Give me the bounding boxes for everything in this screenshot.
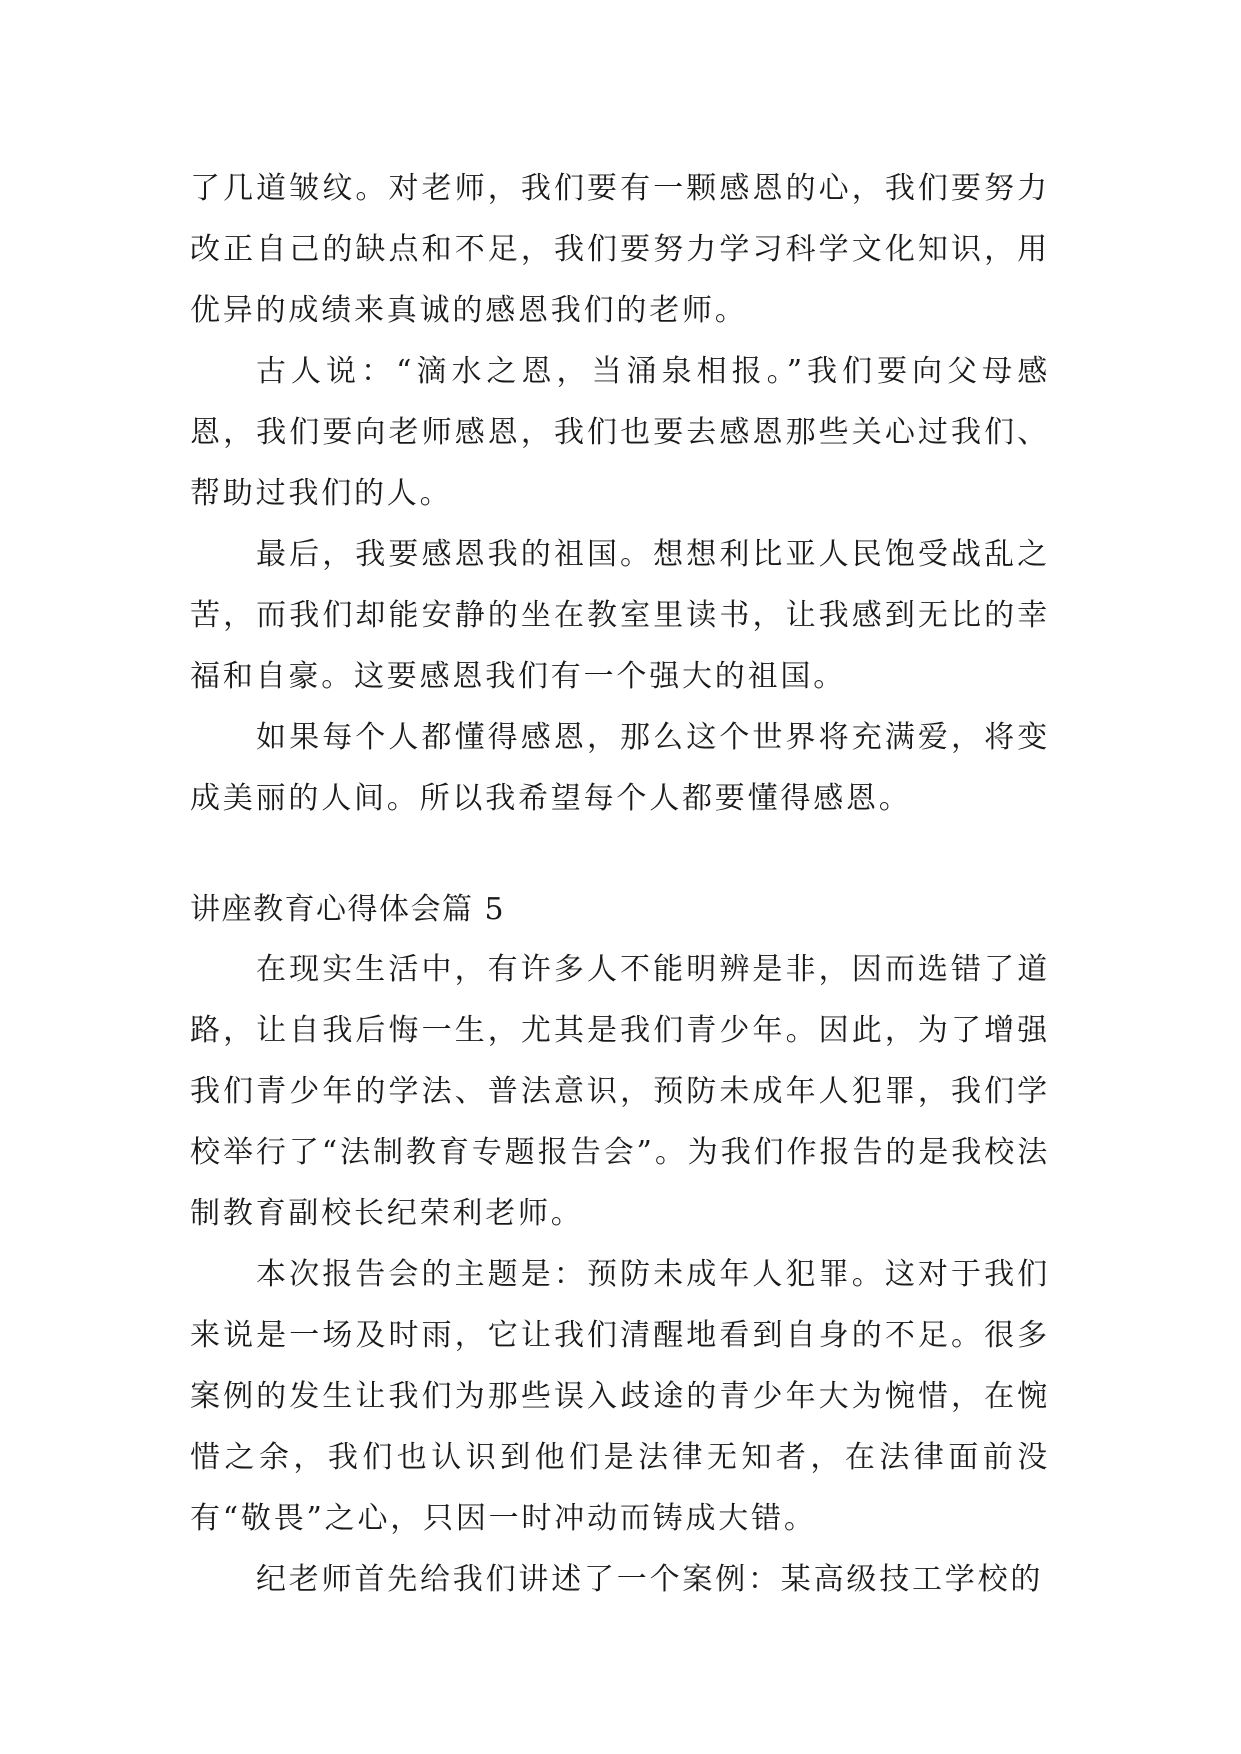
paragraph-conclusion: 如果每个人都懂得感恩，那么这个世界将充满爱，将变成美丽的人间。所以我希望每个人都要懂得感恩。 [190,720,1050,816]
paragraph-teacher-gratitude: 了几道皱纹。对老师，我们要有一颗感恩的心，我们要努力改正自己的缺点和不足，我们要努力学习科学文化知识，用优异的成绩来真诚的感恩我们的老师。 [190,171,1050,328]
paragraph-ancient-saying: 古人说：“滴水之恩，当涌泉相报。”我们要向父母感恩，我们要向老师感恩，我们也要去感恩那些关心过我们、帮助过我们的人。 [190,354,1050,511]
paragraph-case-start: 纪老师首先给我们讲述了一个案例：某高级技工学校的 [256,1562,1044,1597]
document-body [190,158,1050,1610]
paragraph-legal-report-intro: 在现实生活中，有许多人不能明辨是非，因而选错了道路，让自我后悔一生，尤其是我们青少年。因此，为了增强我们青少年的学法、普法意识，预防未成年人犯罪，我们学校举行了“法制教育专题报告会”。为我们作报告的是我校法制教育副校长纪荣利老师。 [190,952,1050,1231]
paragraph-report-theme: 本次报告会的主题是：预防未成年人犯罪。这对于我们来说是一场及时雨，它让我们清醒地看到自身的不足。很多案例的发生让我们为那些误入歧途的青少年大为惋惜，在惋惜之余，我们也认识到他们是法律无知者，在法律面前没有“敬畏”之心，只因一时冲动而铸成大错。 [190,1257,1050,1536]
paragraph-motherland: 最后，我要感恩我的祖国。想想利比亚人民饱受战乱之苦，而我们却能安静的坐在教室里读书，让我感到无比的幸福和自豪。这要感恩我们有一个强大的祖国。 [190,537,1050,694]
section-heading: 讲座教育心得体会篇 5 [190,892,506,927]
